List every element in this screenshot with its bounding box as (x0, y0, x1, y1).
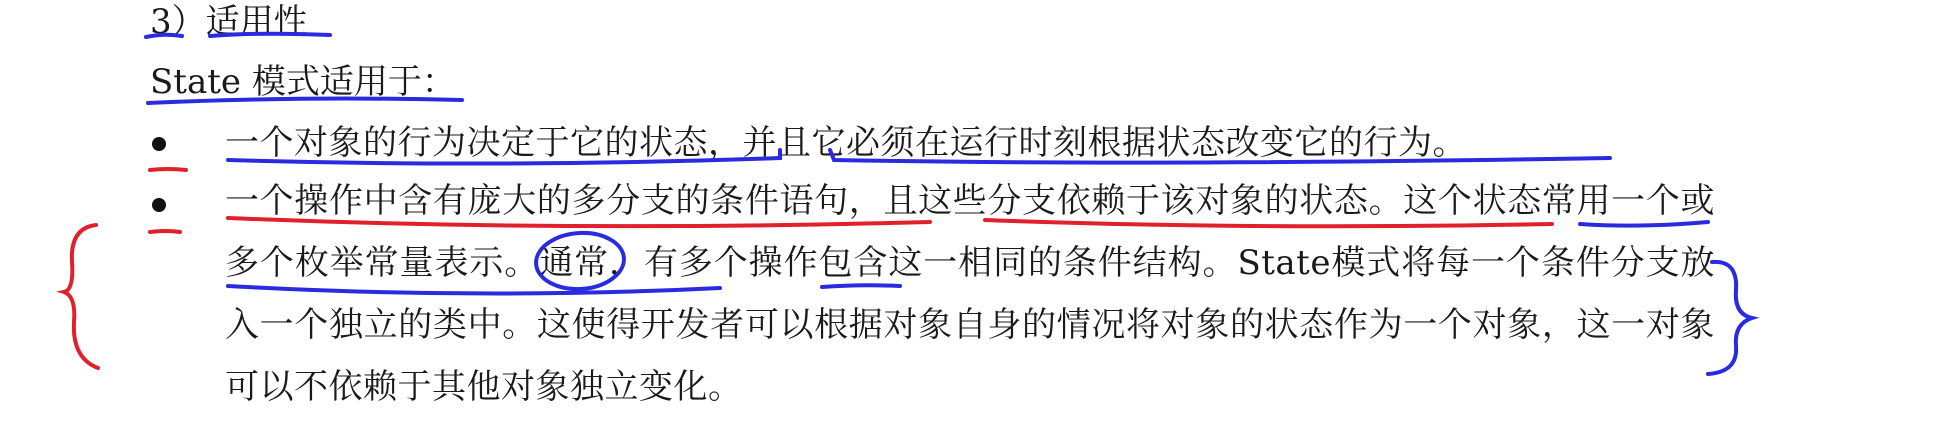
bullet-1-red-mark (150, 169, 186, 170)
bullet-2-red-mark (150, 231, 180, 232)
left-brace (64, 225, 98, 368)
section-heading: 3）适用性 (150, 2, 308, 42)
bullet-dot-1 (152, 137, 166, 151)
bullet-item-1: 一个对象的行为决定于它的状态，并且它必须在运行时刻根据状态改变它的行为。 (225, 123, 1467, 163)
section-intro: State 模式适用于： (150, 62, 456, 102)
bullet-item-2: 一个操作中含有庞大的多分支的条件语句，且这些分支依赖于该对象的状态。这个状态常用一个或多个枚举常量表示。通常，有多个操作包含这一相同的条件结构。State模式将每一个条件分支放入一个独立的类中。这使得开发者可以根据对象自身的情况将对象的状态作为一个对象，这一对象可以不依赖于其他对象独立变化。 (225, 181, 1715, 407)
bullet-dot-2 (152, 198, 166, 212)
